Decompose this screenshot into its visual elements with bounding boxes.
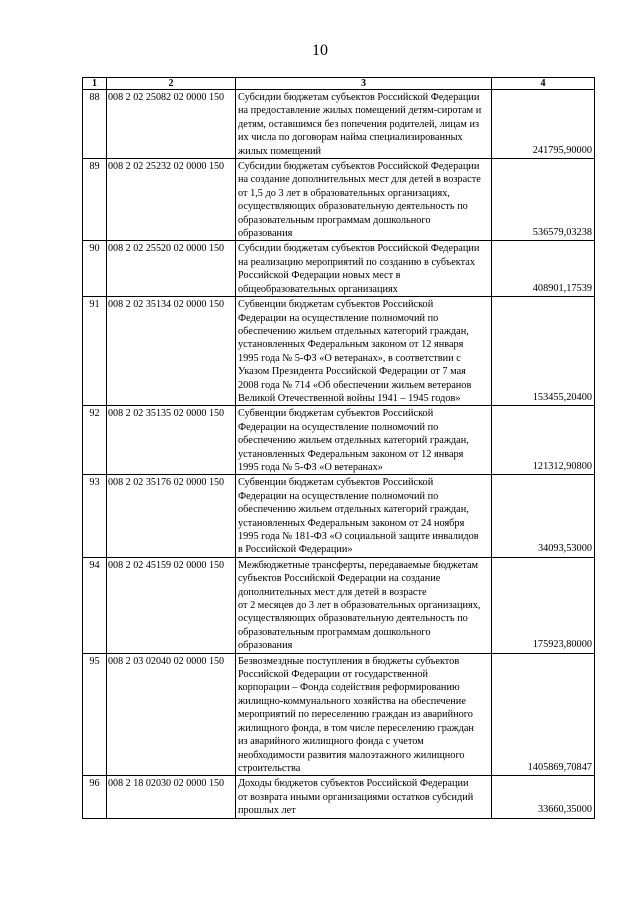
revenue-name-line: Российской Федерации новых мест в — [238, 270, 401, 282]
budget-code: 008 2 03 02040 02 0000 150 — [107, 653, 236, 776]
table-body — [83, 90, 595, 819]
revenue-name-line: осуществляющих образовательную деятельность по — [238, 201, 468, 213]
table-row — [83, 406, 595, 475]
revenue-name-line: прошлых лет — [238, 805, 296, 817]
revenue-name-line: осуществляющих образовательную деятельность по — [238, 613, 468, 625]
revenue-name-line: Великой Отечественной войны 1941 – 1945 годов» — [238, 392, 461, 404]
revenue-name-line: жилых помещений — [238, 145, 321, 157]
amount-value: 1405869,70847 — [492, 653, 595, 776]
revenue-name-line: на реализацию мероприятий по созданию в субъектах — [238, 256, 476, 268]
amount-value: 241795,90000 — [492, 90, 595, 159]
revenue-name-line: детям, оставшимся без попечения родителей, лицам из — [238, 118, 480, 130]
budget-code: 008 2 02 35176 02 0000 150 — [107, 475, 236, 557]
revenue-name-line: обеспечению жильем отдельных категорий граждан, — [238, 504, 469, 516]
header-col-3: 3 — [236, 78, 492, 90]
revenue-name-line: Субсидии бюджетам субъектов Российской Федерации — [238, 243, 480, 255]
revenue-name-line: Субвенции бюджетам субъектов Российской — [238, 477, 434, 489]
revenue-name-line: Межбюджетные трансферты, передаваемые бюджетам — [238, 559, 479, 571]
revenue-name-line: образования — [238, 640, 293, 652]
table-row — [83, 653, 595, 776]
row-number: 89 — [83, 159, 107, 241]
revenue-name-line: Субсидии бюджетам субъектов Российской Федерации — [238, 92, 480, 103]
revenue-name — [236, 653, 492, 776]
revenue-name-line: строительства — [238, 762, 301, 774]
revenue-name — [236, 159, 492, 241]
table-header-row — [83, 78, 595, 90]
revenue-name — [236, 297, 492, 406]
revenue-name — [236, 776, 492, 818]
revenue-name-line: 1995 года № 181-ФЗ «О социальной защите инвалидов — [238, 531, 479, 542]
revenue-name-line: необходимости развития малоэтажного жилищного — [238, 749, 465, 761]
revenue-name-line: образовательным программам дошкольного — [238, 626, 431, 638]
table-row — [83, 159, 595, 241]
revenue-name-line: на создание дополнительных мест для детей в возрасте — [238, 174, 481, 186]
budget-code: 008 2 02 35135 02 0000 150 — [107, 406, 236, 475]
header-col-2: 2 — [107, 78, 236, 90]
revenue-name — [236, 475, 492, 557]
header-col-1: 1 — [83, 78, 107, 90]
revenue-name-line: установленных Федеральным законом от 12 января — [238, 339, 464, 351]
revenue-name-line: образования — [238, 228, 293, 240]
revenue-name-line: Безвозмездные поступления в бюджеты субъектов — [238, 655, 460, 667]
table-row — [83, 557, 595, 653]
revenue-name-line: на предоставление жилых помещений детям-сиротам и — [238, 105, 482, 117]
revenue-name — [236, 241, 492, 297]
revenue-name-line: установленных Федеральным законом от 24 ноября — [238, 517, 465, 529]
revenue-name-line: мероприятий по переселению граждан из аварийного — [238, 709, 473, 721]
revenue-name-line: Федерации на осуществление полномочий по — [238, 312, 439, 324]
revenue-name — [236, 557, 492, 653]
budget-code: 008 2 02 25082 02 0000 150 — [107, 90, 236, 159]
revenue-name-line: обеспечению жильем отдельных категорий граждан, — [238, 435, 469, 447]
revenue-name — [236, 406, 492, 475]
amount-value: 33660,35000 — [492, 776, 595, 818]
revenue-name-line: Доходы бюджетов субъектов Российской Федерации — [238, 778, 469, 790]
budget-code: 008 2 02 25232 02 0000 150 — [107, 159, 236, 241]
revenue-name-line: обеспечению жильем отдельных категорий граждан, — [238, 325, 469, 337]
amount-value: 408901,17539 — [492, 241, 595, 297]
revenue-table — [82, 77, 595, 819]
amount-value: 121312,90800 — [492, 406, 595, 475]
table-row — [83, 475, 595, 557]
revenue-name-line: 1995 года № 5-ФЗ «О ветеранах» — [238, 461, 383, 473]
row-number: 88 — [83, 90, 107, 159]
row-number: 92 — [83, 406, 107, 475]
revenue-name-line: корпорации – Фонда содействия реформированию — [238, 682, 460, 694]
budget-code: 008 2 02 45159 02 0000 150 — [107, 557, 236, 653]
revenue-name — [236, 90, 492, 159]
revenue-name-line: из аварийного жилищного фонда с учетом — [238, 736, 424, 748]
row-number: 91 — [83, 297, 107, 406]
revenue-name-line: жилищно-коммунального хозяйства на обеспечение — [238, 695, 466, 707]
budget-code: 008 2 02 35134 02 0000 150 — [107, 297, 236, 406]
row-number: 95 — [83, 653, 107, 776]
table-row — [83, 241, 595, 297]
row-number: 94 — [83, 557, 107, 653]
revenue-name-line: Российской Федерации от государственной — [238, 669, 428, 681]
revenue-name-line: жилищного фонда, в том числе переселению граждан — [238, 722, 474, 734]
revenue-name-line: от возврата иными организациями остатков субсидий — [238, 791, 474, 803]
revenue-name-line: Указом Президента Российской Федерации от 7 мая — [238, 366, 466, 378]
row-number: 90 — [83, 241, 107, 297]
revenue-name-line: общеобразовательных организациях — [238, 283, 398, 295]
budget-code: 008 2 18 02030 02 0000 150 — [107, 776, 236, 818]
budget-code: 008 2 02 25520 02 0000 150 — [107, 241, 236, 297]
revenue-name-line: субъектов Российской Федерации на создание — [238, 573, 441, 585]
page-number: 10 — [312, 42, 328, 59]
revenue-name-line: Федерации на осуществление полномочий по — [238, 490, 439, 502]
revenue-name-line: Субсидии бюджетам субъектов Российской Федерации — [238, 161, 480, 173]
revenue-name-line: 2008 года № 714 «Об обеспечении жильем ветеранов — [238, 379, 472, 391]
row-number: 93 — [83, 475, 107, 557]
amount-value: 34093,53000 — [492, 475, 595, 557]
revenue-name-line: от 1,5 до 3 лет в образовательных организациях, — [238, 187, 451, 199]
amount-value: 536579,03238 — [492, 159, 595, 241]
amount-value: 153455,20400 — [492, 297, 595, 406]
row-number: 96 — [83, 776, 107, 818]
header-col-4: 4 — [492, 78, 595, 90]
revenue-name-line: 1995 года № 5-ФЗ «О ветеранах», в соответствии с — [238, 352, 461, 364]
revenue-name-line: дополнительных мест для детей в возрасте — [238, 586, 427, 598]
amount-value: 175923,80000 — [492, 557, 595, 653]
table-row — [83, 776, 595, 818]
revenue-name-line: в Российской Федерации» — [238, 544, 353, 556]
revenue-name-line: образовательным программам дошкольного — [238, 214, 431, 226]
revenue-name-line: от 2 месяцев до 3 лет в образовательных организациях, — [238, 600, 481, 612]
table-row — [83, 297, 595, 406]
revenue-name-line: Федерации на осуществление полномочий по — [238, 421, 439, 433]
revenue-name-line: Субвенции бюджетам субъектов Российской — [238, 299, 434, 311]
revenue-name-line: их числа по договорам найма специализированных — [238, 132, 463, 144]
table-row — [83, 90, 595, 159]
revenue-name-line: Субвенции бюджетам субъектов Российской — [238, 408, 434, 420]
revenue-name-line: установленных Федеральным законом от 12 января — [238, 448, 464, 460]
